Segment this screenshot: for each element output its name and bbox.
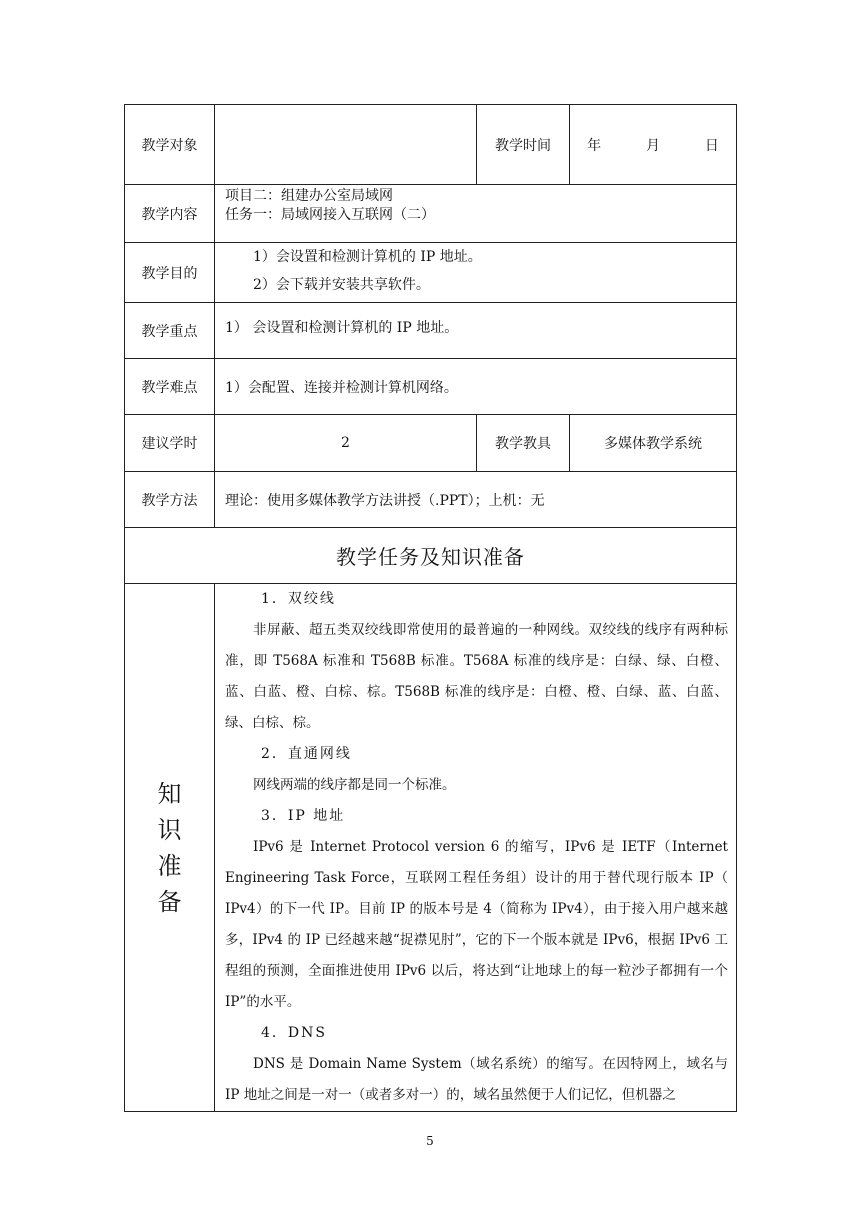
content-line-1: 项目二：组建办公室局域网	[225, 188, 393, 204]
difficulty-label: 教学难点	[125, 359, 215, 415]
date-day: 日	[704, 137, 719, 154]
content-line-2: 任务一：局域网接入互联网（二）	[225, 207, 435, 223]
row-hours	[125, 415, 737, 472]
knowledge-body	[215, 584, 737, 1112]
row-key	[125, 303, 737, 359]
key-label: 教学重点	[125, 303, 215, 359]
content-label: 教学内容	[125, 185, 215, 243]
row-knowledge	[125, 584, 737, 1112]
hours-value: 2	[215, 415, 477, 472]
difficulty-value: 1）会配置、连接并检测计算机网络。	[215, 359, 737, 415]
target-value	[215, 105, 477, 185]
tools-value: 多媒体教学系统	[570, 415, 737, 472]
side-char-4: 备	[157, 887, 182, 916]
section-4-paragraph: DNS 是 Domain Name System（域名系统）的缩写。在因特网上，域名与 IP 地址之间是一对一（或者多对一）的，域名虽然便于人们记忆，但机器之	[225, 1056, 728, 1103]
goal-line-1: 1）会设置和检测计算机的 IP 地址。	[253, 249, 482, 265]
section-1-paragraph: 非屏蔽、超五类双绞线即常使用的最普遍的一种网线。双绞线的线序有两种标准，即 T568A 标准和 T568B 标准。T568A 标准的线序是：白绿、绿、白橙、蓝、白蓝、橙、白棕、棕。T568B 标准的线序是：白橙、橙、白绿、蓝、白蓝、绿、白棕、棕。	[225, 622, 728, 731]
date-month: 月	[646, 137, 660, 154]
section-3-title: 3．IP 地址	[261, 808, 346, 824]
row-method	[125, 472, 737, 528]
target-label: 教学对象	[125, 105, 215, 185]
date-year: 年	[587, 137, 602, 154]
section-2-paragraph: 网线两端的线序都是同一个标准。	[253, 777, 456, 793]
section-heading: 教学任务及知识准备	[125, 528, 737, 584]
goal-line-2: 2）会下载并安装共享软件。	[253, 277, 430, 293]
time-label: 教学时间	[477, 105, 570, 185]
row-difficulty	[125, 359, 737, 415]
key-value: 1） 会设置和检测计算机的 IP 地址。	[215, 303, 737, 359]
method-value: 理论：使用多媒体教学方法讲授（.PPT）；上机：无	[215, 472, 737, 528]
section-1-title: 1．双绞线	[261, 591, 336, 607]
side-char-1: 知	[157, 779, 182, 808]
goal-label: 教学目的	[125, 243, 215, 303]
side-char-2: 识	[157, 815, 182, 844]
knowledge-side-label	[125, 584, 215, 1112]
lesson-plan-table	[124, 104, 737, 1112]
content-value	[215, 185, 737, 243]
section-2-title: 2．直通网线	[261, 746, 352, 762]
side-char-3: 准	[157, 851, 182, 880]
goal-value	[215, 243, 737, 303]
page-number: 5	[426, 1134, 434, 1148]
hours-label: 建议学时	[125, 415, 215, 472]
tools-label: 教学教具	[477, 415, 570, 472]
method-label: 教学方法	[125, 472, 215, 528]
row-section-heading	[125, 528, 737, 584]
date-cell	[570, 105, 737, 185]
section-4-title: 4．DNS	[261, 1025, 327, 1041]
row-target	[125, 105, 737, 185]
row-content	[125, 185, 737, 243]
section-3-paragraph: IPv6 是 Internet Protocol version 6 的缩写，IPv6 是 IETF（Internet Engineering Task Force，互联网工程任务组）设计的用于替代现行版本 IP（ IPv4）的下一代 IP。目前 IP 的版本号是 4（简称为 IPv4），由于接入用户越来越多，IPv4 的 IP 已经越来越“捉襟见肘”，它的下一个版本就是 IPv6，根据 IPv6 工程组的预测，全面推进使用 IPv6 以后，将达到“让地球上的每一粒沙子都拥有一个 IP”的水平。	[225, 839, 728, 1010]
row-goal	[125, 243, 737, 303]
